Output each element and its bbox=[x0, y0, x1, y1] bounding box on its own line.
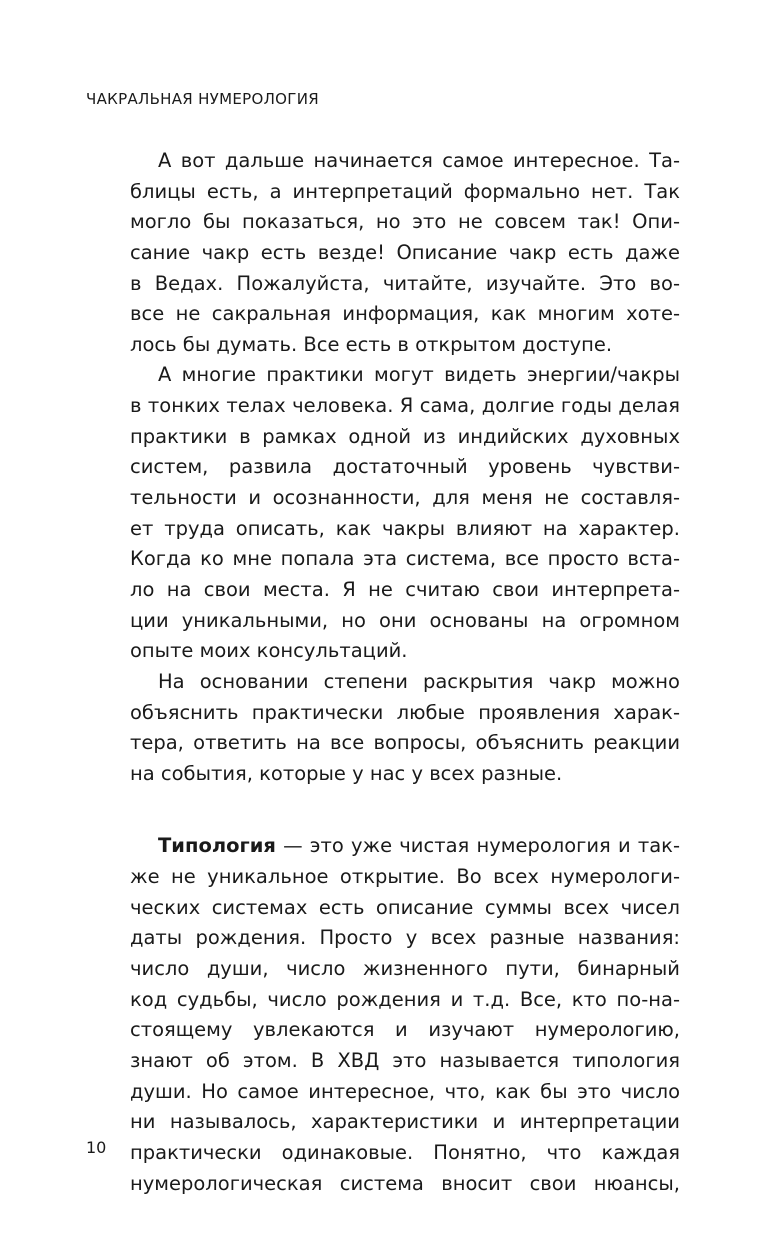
text-line: ет труда описать, как чакры влияют на характер. bbox=[130, 516, 680, 540]
text-line: души. Но самое интересное, что, как бы это число bbox=[130, 1079, 680, 1103]
term-typology: Типология bbox=[158, 834, 276, 858]
section-gap bbox=[130, 789, 680, 831]
text-line: практики в рамках одной из индийских духовных bbox=[130, 424, 680, 448]
text-line: блицы есть, а интерпретаций формально нет. Так bbox=[130, 179, 680, 203]
page-number: 10 bbox=[86, 1138, 107, 1157]
text-line: даты рождения. Просто у всех разные названия: bbox=[130, 926, 680, 950]
paragraph-1 bbox=[130, 146, 680, 360]
text-line: на события, которые у нас у всех разные. bbox=[130, 761, 563, 785]
paragraph-3 bbox=[130, 667, 680, 790]
text-line bbox=[130, 831, 680, 862]
text-line: тельности и осознанности, для меня не составля- bbox=[130, 486, 680, 510]
text-line: знают об этом. В ХВД это называется типология bbox=[130, 1048, 680, 1072]
body-text bbox=[130, 146, 680, 1199]
text-line: же не уникальное открытие. Во всех нумерологи- bbox=[130, 865, 680, 889]
text-line: На основании степени раскрытия чакр можно bbox=[158, 669, 680, 693]
text-line: ло на свои места. Я не считаю свои интерпрета- bbox=[130, 577, 680, 601]
paragraph-2 bbox=[130, 360, 680, 666]
text-line: стоящему увлекаются и изучают нумерологию, bbox=[130, 1018, 680, 1042]
text-line: лось бы думать. Все есть в открытом доступе. bbox=[130, 332, 613, 356]
text-line: объяснить практически любые проявления харак- bbox=[130, 700, 680, 724]
text-line: А вот дальше начинается самое интересное. Та- bbox=[158, 149, 680, 172]
text-line: опыте моих консультаций. bbox=[130, 639, 408, 663]
text-line: практически одинаковые. Понятно, что каждая bbox=[130, 1140, 680, 1164]
text-line: все не сакральная информация, как многим хоте- bbox=[130, 302, 680, 326]
text-line: число души, число жизненного пути, бинарный bbox=[130, 957, 680, 981]
text-line: ции уникальными, но они основаны на огромном bbox=[130, 608, 680, 632]
text-line: код судьбы, число рождения и т.д. Все, кто по-на- bbox=[130, 987, 680, 1011]
text-line: могло бы показаться, но это не совсем так! Опи- bbox=[130, 210, 680, 234]
paragraph-4 bbox=[130, 831, 680, 1199]
text-line: А многие практики могут видеть энергии/чакры bbox=[158, 363, 680, 387]
running-head: ЧАКРАЛЬНАЯ НУМЕРОЛОГИЯ bbox=[86, 90, 319, 108]
text-span: — это уже чистая нумерология и так- bbox=[275, 834, 680, 858]
text-line: в тонких телах человека. Я сама, долгие годы делая bbox=[130, 394, 680, 418]
text-line: ни называлось, характеристики и интерпретации bbox=[130, 1110, 680, 1134]
text-line: Когда ко мне попала эта система, все просто вста- bbox=[130, 547, 680, 571]
text-line: тера, ответить на все вопросы, объяснить реакции bbox=[130, 731, 680, 755]
text-line: сание чакр есть везде! Описание чакр есть даже bbox=[130, 240, 680, 264]
text-line: ческих системах есть описание суммы всех чисел bbox=[130, 895, 680, 919]
text-line: нумерологическая система вносит свои нюансы, bbox=[130, 1171, 680, 1195]
text-line: в Ведах. Пожалуйста, читайте, изучайте. Это во- bbox=[130, 271, 680, 295]
text-line: систем, развила достаточный уровень чувстви- bbox=[130, 455, 680, 479]
